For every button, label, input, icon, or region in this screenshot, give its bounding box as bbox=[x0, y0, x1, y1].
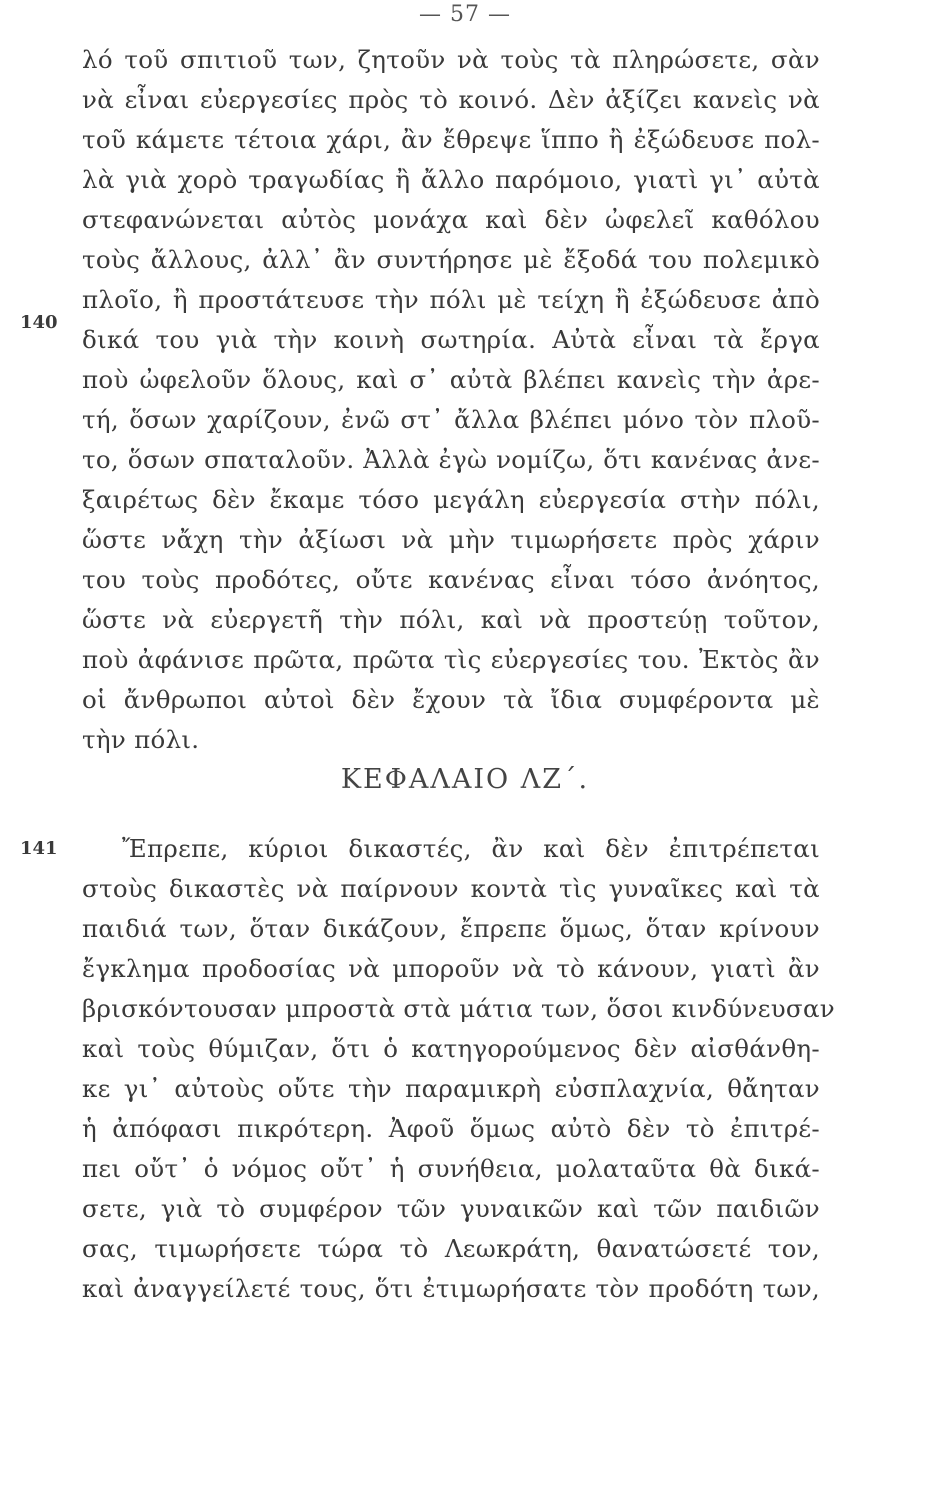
text-line: ἡ ἀπόφασι πικρότερη. Ἀφοῦ ὅμως αὐτὸ δὲν τὸ ἐπιτρέ- bbox=[82, 1114, 820, 1143]
text-line: παιδιά των, ὅταν δικάζουν, ἔπρεπε ὅμως, ὅταν κρίνουν bbox=[82, 914, 820, 943]
paragraph-1 bbox=[82, 40, 820, 760]
text-line: στεφανώνεται αὐτὸς μονάχα καὶ δὲν ὠφελεῖ καθόλου bbox=[82, 205, 820, 234]
text-line: ξαιρέτως δὲν ἔκαμε τόσο μεγάλη εὐεργεσία στὴν πόλι, bbox=[82, 485, 820, 514]
text-line: ὥστε νὰ εὐεργετῆ τὴν πόλι, καὶ νὰ προστεύῃ τοῦτον, bbox=[82, 605, 820, 634]
text-line: δικά του γιὰ τὴν κοινὴ σωτηρία. Αὐτὰ εἶναι τὰ ἔργα bbox=[82, 325, 820, 354]
text-line: τή, ὅσων χαρίζουν, ἐνῶ στ᾽ ἄλλα βλέπει μόνο τὸν πλοῦ- bbox=[82, 405, 820, 434]
paragraph-2 bbox=[82, 829, 835, 1309]
text-line: ὥστε νἄχη τὴν ἀξίωσι νὰ μὴν τιμωρήσετε πρὸς χάριν bbox=[82, 525, 820, 554]
text-line: λὰ γιὰ χορὸ τραγωδίας ἢ ἄλλο παρόμοιο, γιατὶ γι᾽ αὐτὰ bbox=[82, 165, 820, 194]
page-number: — 57 — bbox=[419, 2, 511, 27]
text-line: πλοῖο, ἢ προστάτευσε τὴν πόλι μὲ τείχη ἢ ἐξώδευσε ἀπὸ bbox=[82, 285, 820, 314]
text-line: οἱ ἄνθρωποι αὐτοὶ δὲν ἔχουν τὰ ἴδια συμφέροντα μὲ bbox=[82, 685, 820, 714]
margin-section-number: 141 bbox=[20, 838, 58, 859]
text-line: βρισκόντουσαν μπροστὰ στὰ μάτια των, ὅσοι κινδύνευσαν bbox=[82, 994, 835, 1023]
text-line: καὶ ἀναγγείλετέ τους, ὅτι ἐτιμωρήσατε τὸν προδότη των, bbox=[82, 1274, 820, 1303]
text-line: καὶ τοὺς θύμιζαν, ὅτι ὁ κατηγορούμενος δὲν αἰσθάνθη- bbox=[82, 1034, 820, 1063]
text-line: το, ὅσων σπαταλοῦν. Ἀλλὰ ἐγὼ νομίζω, ὅτι κανένας ἀνε- bbox=[82, 445, 820, 474]
text-line: πει οὔτ᾽ ὁ νόμος οὔτ᾽ ἡ συνήθεια, μολαταῦτα θὰ δικά- bbox=[82, 1154, 820, 1183]
text-line: σετε, γιὰ τὸ συμφέρον τῶν γυναικῶν καὶ τῶν παιδιῶν bbox=[82, 1194, 820, 1223]
text-line: Ἔπρεπε, κύριοι δικαστές, ἂν καὶ δὲν ἐπιτρέπεται bbox=[122, 834, 820, 863]
text-line: λό τοῦ σπιτιοῦ των, ζητοῦν νὰ τοὺς τὰ πληρώσετε, σὰν bbox=[82, 45, 820, 74]
text-line: του τοὺς προδότες, οὔτε κανένας εἶναι τόσο ἀνόητος, bbox=[82, 565, 820, 594]
text-line: τοῦ κάμετε τέτοια χάρι, ἂν ἔθρεψε ἵππο ἢ ἐξώδευσε πολ- bbox=[82, 125, 820, 154]
chapter-heading: ΚΕΦΑΛΑΙΟ ΛΖ΄. bbox=[340, 764, 590, 795]
text-line: σας, τιμωρήσετε τώρα τὸ Λεωκράτη, θανατώσετέ τον, bbox=[82, 1234, 820, 1263]
margin-section-number: 140 bbox=[20, 312, 58, 333]
text-line: κε γι᾽ αὐτοὺς οὔτε τὴν παραμικρὴ εὐσπλαχνία, θἄηταν bbox=[82, 1074, 820, 1103]
text-line: νὰ εἶναι εὐεργεσίες πρὸς τὸ κοινό. Δὲν ἀξίζει κανεὶς νὰ bbox=[82, 85, 820, 114]
text-line: τὴν πόλι. bbox=[82, 725, 200, 754]
text-line: ποὺ ὠφελοῦν ὅλους, καὶ σ᾽ αὐτὰ βλέπει κανεὶς τὴν ἀρε- bbox=[82, 365, 820, 394]
text-line: ποὺ ἀφάνισε πρῶτα, πρῶτα τὶς εὐεργεσίες του. Ἐκτὸς ἂν bbox=[82, 645, 820, 674]
text-line: ἔγκλημα προδοσίας νὰ μποροῦν νὰ τὸ κάνουν, γιατὶ ἂν bbox=[82, 954, 820, 983]
text-line: στοὺς δικαστὲς νὰ παίρνουν κοντὰ τὶς γυναῖκες καὶ τὰ bbox=[82, 874, 820, 903]
text-line: τοὺς ἄλλους, ἀλλ᾽ ἂν συντήρησε μὲ ἔξοδά του πολεμικὸ bbox=[82, 245, 820, 274]
